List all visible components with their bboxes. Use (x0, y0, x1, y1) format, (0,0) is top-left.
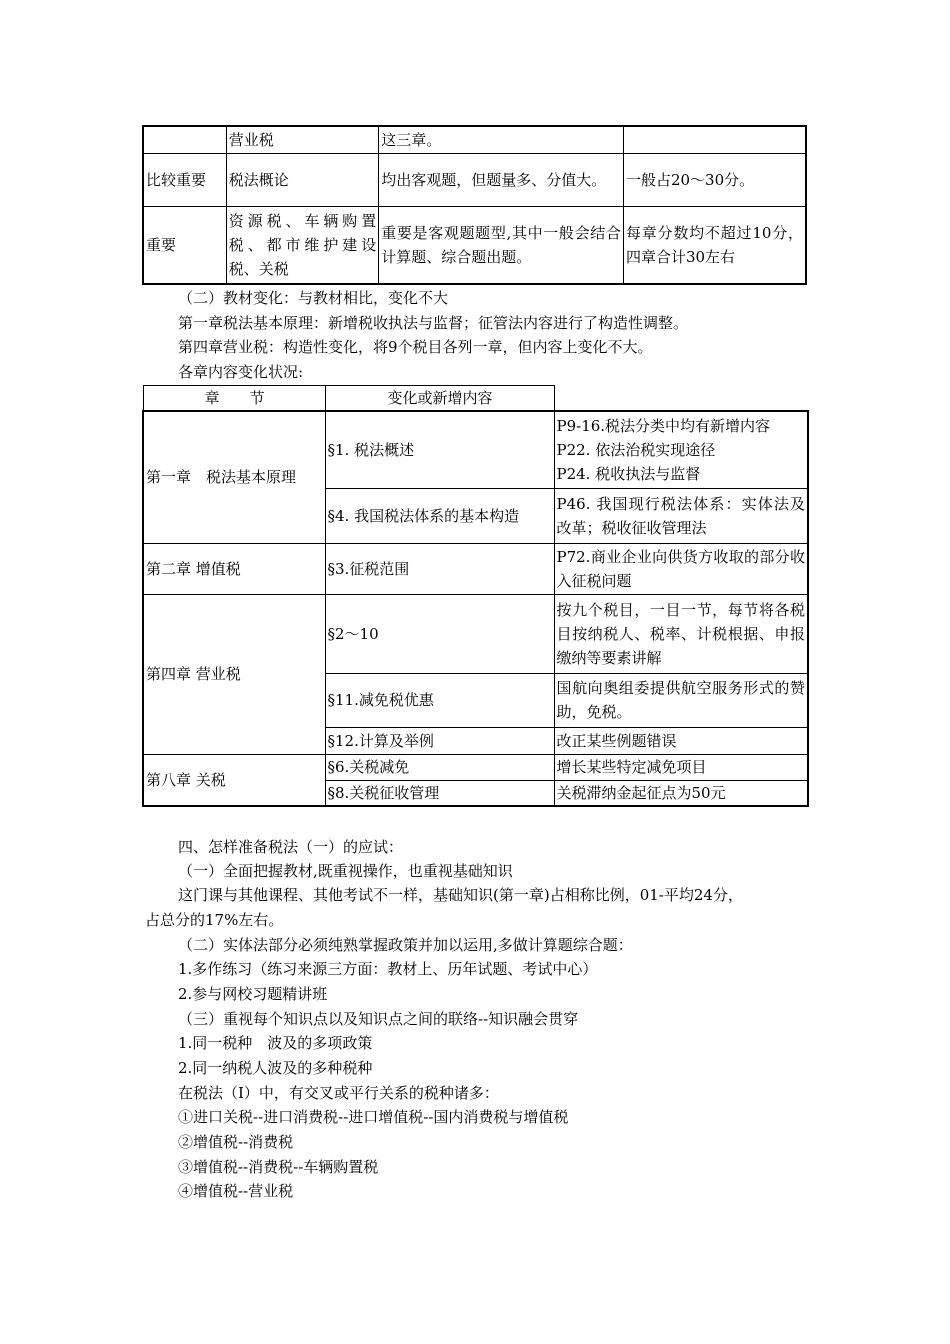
score-share: 每章分数均不超过10分，四章合计30左右 (623, 206, 806, 284)
section-cell: §3.征税范围 (325, 543, 554, 594)
section-cell: §2～10 (325, 594, 554, 673)
section-cell: §4. 我国税法体系的基本构造 (325, 488, 554, 543)
section-heading: （二）教材变化：与教材相比，变化不大 (178, 289, 449, 307)
question-type: 重要是客观题题型,其中一般会结合计算题、综合题出题。 (379, 206, 624, 284)
paragraph: 第四章营业税：构造性变化，将9个税目各列一章，但内容上变化不大。 (178, 338, 653, 356)
table-header-row (144, 386, 555, 411)
chapter-cell: 第一章 税法基本原理 (143, 411, 325, 543)
chapter-cell: 第二章 增值税 (143, 543, 325, 594)
importance-level: 比较重要 (143, 153, 226, 206)
table-row (143, 543, 808, 594)
paragraph: 第一章税法基本原理：新增税收执法与监督；征管法内容进行了构造性调整。 (178, 314, 689, 332)
table-row (143, 594, 808, 673)
score-share (623, 126, 806, 153)
question-type: 均出客观题，但题量多、分值大。 (379, 153, 624, 206)
chapter-list: 税法概论 (226, 153, 378, 206)
section-cell: §8.关税征收管理 (325, 780, 554, 806)
changes-table (142, 410, 809, 807)
paragraph: 占总分的17%左右。 (145, 911, 284, 929)
section-title: 四、怎样准备税法（一）的应试： (178, 838, 404, 856)
section-cell: §12.计算及举例 (325, 727, 554, 754)
content-cell: P9-16.税法分类中均有新增内容 P22. 依法治税实现途径 P24. 税收执法与监督 (554, 411, 808, 488)
list-item: ③增值税--消费税--车辆购置税 (178, 1158, 379, 1176)
paragraph: 在税法（Ⅰ）中，有交叉或平行关系的税种诸多： (178, 1084, 499, 1102)
table-row (143, 126, 806, 153)
table-row (143, 206, 806, 284)
changes-table-header (143, 385, 555, 411)
chapter-cell: 第四章 营业税 (143, 594, 325, 754)
list-item: ②增值税--消费税 (178, 1133, 294, 1151)
section-cell: §11.减免税优惠 (325, 673, 554, 727)
content-cell: P46. 我国现行税法体系：实体法及改革；税收征收管理法 (554, 488, 808, 543)
importance-table (142, 125, 807, 285)
header-chapter: 章 节 (144, 386, 326, 411)
list-item: 1.同一税种 波及的多项政策 (178, 1034, 373, 1052)
content-cell: 国航向奥组委提供航空服务形式的赞助，免税。 (554, 673, 808, 727)
score-share: 一般占20～30分。 (623, 153, 806, 206)
importance-level (143, 126, 226, 153)
importance-level: 重要 (143, 206, 226, 284)
chapter-cell: 第八章 关税 (143, 754, 325, 806)
section-cell: §1. 税法概述 (325, 411, 554, 488)
list-item: 1.多作练习（练习来源三方面：教材上、历年试题、考试中心） (178, 960, 598, 978)
header-change: 变化或新增内容 (326, 386, 555, 411)
paragraph: 这门课与其他课程、其他考试不一样，基础知识(第一章)占相称比例，01-平均24分， (178, 886, 743, 904)
table-row (143, 754, 808, 780)
question-type: 这三章。 (379, 126, 624, 153)
section-cell: §6.关税减免 (325, 754, 554, 780)
content-cell: 关税滞纳金起征点为50元 (554, 780, 808, 806)
list-item: 2.参与网校习题精讲班 (178, 985, 328, 1003)
paragraph: （三）重视每个知识点以及知识点之间的联络--知识融会贯穿 (178, 1010, 579, 1028)
content-cell: 按九个税目，一目一节，每节将各税目按纳税人、税率、计税根据、申报缴纳等要素讲解 (554, 594, 808, 673)
chapter-list: 资源税、车辆购置税、都市维护建设税、关税 (226, 206, 378, 284)
chapter-list: 营业税 (226, 126, 378, 153)
table-row (143, 411, 808, 488)
paragraph: （一）全面把握教材,既重视操作，也重视基础知识 (178, 862, 513, 880)
paragraph: （二）实体法部分必须纯熟掌握政策并加以运用,多做计算题综合题： (178, 936, 633, 954)
content-cell: 改正某些例题错误 (554, 727, 808, 754)
list-item: ④增值税--营业税 (178, 1182, 294, 1200)
list-item: ①进口关税--进口消费税--进口增值税--国内消费税与增值税 (178, 1108, 569, 1126)
paragraph: 各章内容变化状况: (178, 363, 304, 381)
content-cell: 增长某些特定减免项目 (554, 754, 808, 780)
content-cell: P72.商业企业向供货方收取的部分收入征税问题 (554, 543, 808, 594)
table-row (143, 153, 806, 206)
list-item: 2.同一纳税人波及的多种税种 (178, 1059, 373, 1077)
